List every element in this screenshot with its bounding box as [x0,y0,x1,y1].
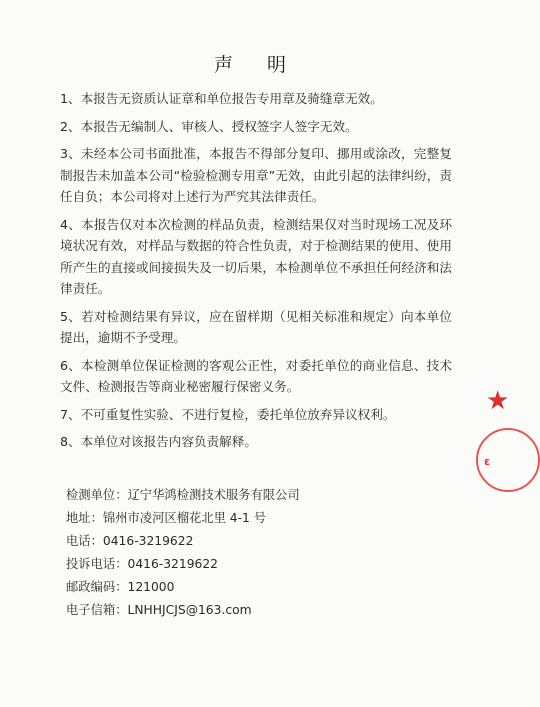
contact-phone-row [66,530,300,553]
contact-address-row [66,507,300,530]
clause-8: 8、本单位对该报告内容负责解释。 [60,434,257,449]
complaint-phone-label: 投诉电话： [66,557,128,571]
clause-4: 4、本报告仅对本次检测的样品负责，检测结果仅对当时现场工况及环境状况有效，对样品与数据的符合性负责，对于检测结果的使用、使用所产生的直接或间接损失及一切后果，本检测单位不承担任何经济和法律责任。 [60,216,452,296]
contact-email-row [66,599,300,622]
email-label: 电子信箱： [66,603,128,617]
postcode-value: 121000 [127,580,175,594]
postcode-label: 邮政编码： [66,580,128,594]
seal-star-icon: ★ [486,386,510,416]
seal-char-icon: ε [484,455,491,468]
clause-5: 5、若对检测结果有异议，应在留样期（见相关标准和规定）向本单位提出，逾期不予受理。 [60,308,452,345]
page-title: 声 明 [213,54,301,76]
clause-6: 6、本检测单位保证检测的客观公正性，对委托单位的商业信息、技术文件、检测报告等商业秘密履行保密义务。 [60,357,452,394]
address-label: 地址： [66,511,103,525]
unit-label: 检测单位： [66,488,128,502]
clause-7: 7、不可重复性实验、不进行复检，委托单位放弃异议权利。 [60,406,396,422]
phone-label: 电话： [66,534,103,548]
contact-unit-row [66,484,300,507]
email-value: LNHHJCJS@163.com [127,603,252,617]
complaint-phone-value: 0416-3219622 [127,557,218,571]
unit-value: 辽宁华鸿检测技术服务有限公司 [127,488,300,502]
clause-3: 3、未经本公司书面批准，本报告不得部分复印、挪用或涂改，完整复制报告未加盖本公司“检验检测专用章”无效，由此引起的法律纠纷，责任自负；本公司将对上述行为严究其法律责任。 [60,146,452,204]
contact-postcode-row [66,576,300,599]
address-value: 锦州市凌河区榴花北里 4-1 号 [102,511,267,525]
clause-2: 2、本报告无编制人、审核人、授权签字人签字无效。 [60,118,358,134]
clause-1: 1、本报告无资质认证章和单位报告专用章及骑缝章无效。 [60,91,383,106]
statement-clauses [60,88,452,459]
contact-info [66,484,300,622]
phone-value: 0416-3219622 [102,534,194,548]
contact-complaint-row [66,553,300,576]
